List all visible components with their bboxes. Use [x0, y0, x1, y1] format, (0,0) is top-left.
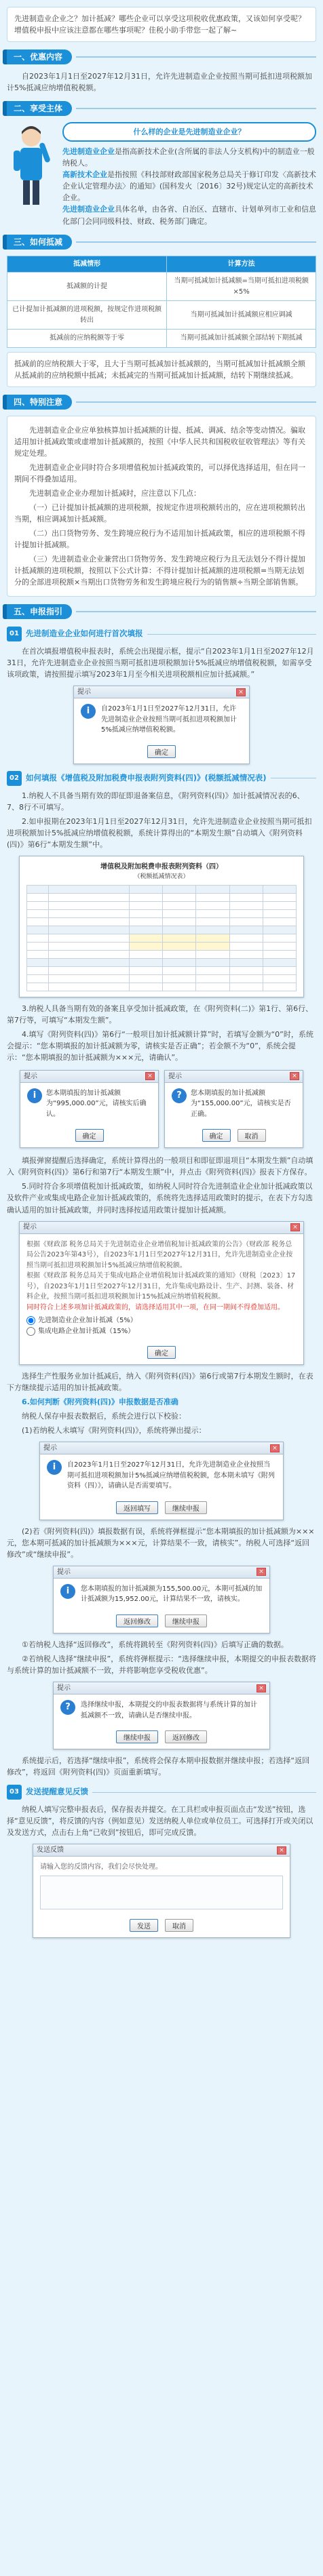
term: 先进制造业企业 [62, 147, 115, 157]
section-5-title: 五、申报指引 [7, 604, 72, 619]
dialog-pair [7, 1066, 316, 1153]
input-cell[interactable] [163, 942, 196, 950]
table-cell: 当期可抵减加计抵减额=当期可抵扣进项税额×5% [167, 273, 316, 301]
feedback-textarea[interactable] [40, 1876, 283, 1909]
note-list-title: 先进制造业企业办理加计抵减时，应注意以下几点： [29, 488, 201, 498]
deduction-table [7, 256, 316, 348]
dialog-title: 提示 [168, 1072, 182, 1080]
section-1-text: 自2023年1月1日至2027年12月31日，允许先进制造业企业按照当期可抵扣进项税额加计5%抵减应纳增值税税额。 [7, 72, 312, 93]
input-cell[interactable] [163, 934, 196, 942]
subsection-number: 01 [7, 627, 22, 641]
definition-1 [62, 146, 316, 169]
dialog-buttons [20, 1125, 158, 1147]
table-cell: 抵减额的计提 [7, 273, 167, 301]
continue-confirm-dialog [53, 1682, 270, 1749]
deduction-rule: 抵减前的应纳税额大于零，且大于当期可抵减加计抵减额的，当期可抵减加计抵减额全额从抵减前的应纳税额中抵减；未抵减完的当期可抵减加计抵减额，结转下期继续抵减。 [7, 352, 316, 387]
section-1-title: 一、优惠内容 [7, 49, 72, 64]
subsection-3-header [7, 1785, 316, 1800]
return-button[interactable]: 返回修改 [116, 1614, 158, 1627]
dialog-title: 提示 [57, 1684, 71, 1692]
dialog-body [54, 1579, 269, 1610]
info-icon: i [27, 1088, 42, 1103]
close-icon[interactable]: × [290, 1072, 299, 1080]
table-cell: 当期可抵减加计抵减额全部结转下期抵减 [167, 330, 316, 348]
section-1-header [7, 49, 316, 65]
form-subtitle: （税额抵减情况表） [134, 873, 189, 880]
info-icon: i [81, 704, 96, 719]
section-4-title: 四、特别注意 [7, 395, 72, 410]
dialog-titlebar [54, 1682, 269, 1695]
dialog-message: 选择继续申报，本期提交的申报表数据将与系统计算的加计抵减额不一致，请确认是否继续申报。 [81, 1701, 257, 1720]
dialog-title: 提示 [24, 1072, 37, 1080]
dialog-message: 自2023年1月1日至2027年12月31日，允许先进制造业企业按照当期可抵扣进项税额加计5%抵减应纳增值税税额，您本期未填写《附列资料（四）》，请确认是否需要填写。 [67, 1461, 275, 1490]
info-icon: i [47, 1460, 62, 1475]
definition-text: 是指按照《科技部财政部国家税务总局关于修订印发〈高新技术企业认定管理办法〉的通知》(国科发火〔2016〕32号)规定认定的高新技术企业。 [62, 170, 316, 203]
step-text: 4.填写《附列资料(四)》第6行“一般项目加计抵减额计算”时，若填写金额为“0”时，系统会提示：“您本期填报的加计抵减额为零，请核实是否正确”；若金额不为“0”，系统会提示：“您本期填报的加计抵减额为×××元，请确认”。 [7, 1029, 314, 1062]
input-cell[interactable] [129, 942, 162, 950]
step-text: 5.同时符合多项增值税加计抵减政策，如纳税人同时符合先进制造业企业加计抵减政策以及软件产业或集成电路企业加计抵减政策的，系统将先选择适用政策时的提示，在表下方勾选确认适用的加计抵减政策，并同时选择按适用政策计提加计抵减额。 [7, 1182, 313, 1214]
section-4-header [7, 394, 316, 410]
definition-3 [62, 203, 316, 226]
dialog-line: 同时符合上述多项加计抵减政策的，请选择适用其中一项，在同一期间不得叠加适用。 [26, 1303, 284, 1311]
option-label: 先进制造业企业加计抵减（5%） [38, 1317, 137, 1325]
term: 高新技术企业 [62, 170, 107, 180]
dialog-buttons [54, 1610, 269, 1633]
divider [147, 634, 317, 635]
policy-options [26, 1315, 297, 1336]
close-icon[interactable]: × [290, 1223, 300, 1231]
input-cell[interactable] [196, 942, 229, 950]
section-3-header [7, 234, 316, 250]
who-block [7, 122, 316, 226]
step-text: 3.纳税人具备当期有效的备案且享受加计抵减政策，在《附列资料(二)》第1行、第6行、第7行等，可填写“本期发生额”。 [7, 1004, 314, 1025]
step-text: 1.纳税人不具备当期有效的即征即退备案信息，《附列资料(四)》加计抵减情况表的6、7、8行不可填写。 [7, 791, 305, 812]
form-grid [26, 885, 297, 991]
subsection-1-text: 在首次填报增值税申报表时，系统会出现提示框，提示“自2023年1月1日至2027年12月31日，允许先进制造业企业按照当期可抵扣进项税额加计5%抵减应纳增值税税额，如需享受该项政策，请按照提示填写2023年1月至今相关进项税额相应加计抵减额。” [7, 647, 314, 679]
policy-radio[interactable] [26, 1316, 35, 1325]
divider [76, 401, 316, 403]
close-icon[interactable]: × [256, 1568, 266, 1576]
step-heading: 6.如何判断《附列资料(四)》申报数据是否准确 [22, 1398, 178, 1407]
table-header: 抵减情形 [7, 256, 167, 273]
check-item: (1)若纳税人未填写《附列资料(四)》，系统将弹出提示： [22, 1426, 206, 1435]
table-row [7, 273, 316, 301]
dialog-titlebar [33, 1844, 290, 1857]
intro-text: 先进制造业企业之？加计抵减？哪些企业可以享受这项税收优惠政策，又该如何享受呢？增值税申报中应该注意都在哪些事项呢？佳税小助手带您一起了解~ [7, 7, 316, 42]
subsection-title: 发送提醒意见反馈 [26, 1787, 88, 1797]
policy-option[interactable] [26, 1315, 297, 1326]
first-filing-dialog [73, 686, 250, 764]
return-button[interactable]: 返回修改 [165, 1730, 207, 1743]
question-icon: ? [172, 1088, 187, 1103]
section-5-header [7, 603, 316, 620]
divider [76, 611, 316, 612]
definition-text: 具体名单，由各省、自治区、直辖市、计划单列市工业和信息化部门会同同级科技、财政、税务部门确定。 [62, 205, 316, 226]
table-row [7, 301, 316, 330]
note-item: （三）先进制造业企业兼营出口货物劳务、发生跨境应税行为且无法划分不得计提加计抵减额的进项税额，按照以下公式计算：不得计提加计抵减额的进项税额=当期无法划分的全部进项税额×当期出口货物劳务和发生跨境应税行为的销售额÷当期全部销售额。 [14, 555, 305, 587]
section-3-title: 三、如何抵减 [7, 235, 72, 250]
table-header: 计算方法 [167, 256, 316, 273]
subsection-2-header [7, 771, 316, 786]
dialog-titlebar [165, 1071, 303, 1083]
info-icon: i [60, 1584, 75, 1599]
dialog-body [54, 1695, 269, 1726]
check-item: ①若纳税人选择“返回修改”，系统将跳转至《附列资料(四)》后填写正确的数据。 [22, 1640, 288, 1649]
dialog-titlebar [40, 1442, 283, 1454]
dialog-body [165, 1083, 303, 1126]
policy-select-dialog [19, 1221, 304, 1366]
note-paragraph: 先进制造业企业同时符合多项增值税加计抵减政策的，可以择优选择适用，但在同一期间不得叠加适用。 [14, 462, 305, 483]
step-text: 填报弹窗提醒后选择确定，系统计算得出的一般项目和即征即退项目“本期发生额”自动填入《附列资料(四)》第6行和第7行“本期发生额”中，并点击《附列资料(四)》报表下方保存。 [7, 1156, 314, 1177]
dialog-title: 发送反馈 [37, 1846, 64, 1855]
subsection-number: 03 [7, 1785, 22, 1800]
dialog-title: 提示 [77, 688, 91, 696]
dialog-body [20, 1234, 303, 1343]
dialog-body [40, 1454, 283, 1497]
confirm-button[interactable]: 确定 [75, 1129, 104, 1142]
note-item: （二）出口货物劳务、发生跨境应税行为不适用加计抵减政策，相应的进项税额不得计提加计抵减额。 [14, 529, 305, 550]
dialog-titlebar [74, 686, 249, 698]
subsection-title: 如何填报《增值税及附加税费申报表附列资料(四)》(税额抵减情况表) [26, 773, 267, 782]
cancel-button[interactable]: 取消 [165, 1919, 193, 1932]
divider [92, 1792, 316, 1793]
subsection-1-header [7, 627, 316, 641]
definition-text: 是指高新技术企业(含所属的非法人分支机构)中的制造业一般纳税人。 [62, 147, 315, 168]
dialog-buttons [165, 1125, 303, 1147]
subsection-title: 先进制造业企业如何进行首次填报 [26, 629, 143, 639]
check-item: ②若纳税人选择“继续申报”，系统将弹框提示：“选择继续申报，本期提交的申报表数据将与系统计算的加计抵减额不一致，并将影响您享受税收优惠”。 [7, 1654, 316, 1676]
close-icon[interactable]: × [145, 1072, 155, 1080]
amount-check-dialog [164, 1070, 303, 1149]
divider [76, 108, 316, 109]
continue-button[interactable]: 继续申报 [116, 1730, 158, 1743]
dialog-body [74, 698, 249, 741]
form-title: 增值税及附加税费申报表附列资料（四） [100, 863, 223, 871]
step-text: 2.如申报期在2023年1月1日至2027年12月31日，允许先进制造业企业按照当期可抵扣进项税额加计5%抵减应纳增值税税额，系统计算得出的“本期发生额”自动填入《附列资料(四)》第6行“本期发生额”中。 [7, 817, 312, 850]
divider [76, 56, 316, 58]
missing-form-dialog [39, 1442, 284, 1520]
form-preview [19, 856, 304, 997]
policy-option[interactable] [26, 1326, 297, 1337]
dialog-titlebar [20, 1071, 158, 1083]
table-cell: 当期可抵减加计抵减额应相应调减 [167, 301, 316, 330]
subsection-3-text: 纳税人填写完整申报表后，保存报表并提交。在工具栏或申报页面点击“发送”按钮，选择“意见反馈”，将反馈的内容（例如意见）发送纳税人单位或单位员工。可选择打开或关闭以及发送方式，点击右上角“已收到”按钮后，即可完成反馈。 [7, 1805, 314, 1838]
dialog-body [33, 1857, 290, 1915]
dialog-body [20, 1083, 158, 1126]
dialog-titlebar [20, 1222, 303, 1234]
step-text: 系统提示后，若选择“继续申报”，系统将会保存本期申报数据并继续申报；若选择“返回修改”，将返回《附列资料(四)》页面重新填写。 [7, 1756, 310, 1777]
confirm-button[interactable]: 确定 [202, 1129, 231, 1142]
dialog-title: 提示 [23, 1223, 37, 1231]
table-cell: 抵减前的应纳税额等于零 [7, 330, 167, 348]
section-2-title: 二、享受主体 [7, 101, 72, 116]
definition-2 [62, 169, 316, 203]
dialog-line: 根据《财政部 税务总局关于先进制造业企业增值税加计抵减政策的公告》（财政部 税务总局公告2023年第43号），自2023年1月1日至2027年12月31日，允许先进制造业企业按照当期可抵扣进项税额加计5%抵减应纳增值税税额。 [26, 1240, 293, 1269]
dialog-buttons [74, 741, 249, 764]
close-icon[interactable]: × [256, 1684, 266, 1692]
option-label: 集成电路企业加计抵减（15%） [38, 1327, 135, 1335]
dialog-message: 您本期填报的加计抵减额为“995,000.00”元，请核实后确认。 [46, 1089, 147, 1118]
table-row [7, 330, 316, 348]
dialog-message: 您本期填报的加计抵减额为“155,000.00”元，请核实是否正确。 [191, 1089, 291, 1118]
section-2-header [7, 100, 316, 117]
dialog-buttons [33, 1915, 290, 1937]
dialog-title: 提示 [43, 1444, 57, 1452]
feedback-dialog [33, 1844, 290, 1938]
form-body [20, 856, 303, 996]
dialog-buttons [54, 1726, 269, 1749]
note-paragraph: 先进制造业企业应单独核算加计抵减额的计提、抵减、调减、结余等变动情况。骗取适用加计抵减政策或虚增加计抵减额的，按照《中华人民共和国税收征收管理法》等有关规定处理。 [14, 425, 305, 458]
term: 先进制造业企业 [62, 205, 115, 214]
table-cell: 已计提加计抵减额的进项税额，按规定作进项税额转出 [7, 301, 167, 330]
dialog-title: 提示 [57, 1568, 71, 1576]
close-icon[interactable]: × [236, 688, 246, 696]
dialog-message: 请输入您的反馈内容，我们会尽快处理。 [40, 1863, 162, 1871]
check-item: (2)若《附列资料(四)》填报数据有误，系统将弹框提示“您本期填报的加计抵减额为×××元，您本期可抵减的加计抵减额为×××元，计算结果不一致，请核实”。纳税人可选择“返回修改”或“继续申报”。 [7, 1526, 315, 1559]
send-button[interactable]: 发送 [130, 1919, 158, 1932]
mismatch-dialog [53, 1566, 270, 1633]
dialog-line: 根据《财政部 税务总局关于集成电路企业增值税加计抵减政策的通知》（财税〔2023〕17号），自2023年1月1日至2027年12月31日，允许集成电路设计、生产、封测、装备、材料企业，按照当期可抵扣进项税额加计15%抵减应纳增值税税额。 [26, 1272, 296, 1301]
policy-radio[interactable] [26, 1327, 35, 1336]
close-icon[interactable]: × [277, 1846, 286, 1855]
dialog-message: 您本期填报的加计抵减额为155,500.00元，本期可抵减的加计抵减额为15,952.00元，计算结果不一致，请核实。 [81, 1585, 263, 1604]
cancel-button[interactable]: 取消 [238, 1129, 266, 1142]
input-cell[interactable] [196, 934, 229, 942]
close-icon[interactable]: × [270, 1444, 280, 1452]
continue-button[interactable]: 继续申报 [165, 1501, 207, 1514]
question-icon: ? [60, 1700, 75, 1715]
confirm-button[interactable]: 确定 [147, 1346, 176, 1359]
question-bubble: 什么样的企业是先进制造业企业？ [62, 122, 316, 142]
amount-confirm-dialog [20, 1070, 159, 1149]
confirm-button[interactable]: 确定 [147, 745, 176, 758]
step-text: 纳税人保存申报表数据后，系统会进行以下校验： [22, 1412, 186, 1421]
person-illustration [7, 122, 56, 210]
note-item: （一）已计提加计抵减额的进项税额，按规定作进项税额转出的，应在进项税额转出当期，相应调减加计抵减额。 [14, 502, 305, 523]
subsection-number: 02 [7, 771, 22, 786]
notes-card [7, 416, 316, 597]
continue-button[interactable]: 继续申报 [165, 1614, 207, 1627]
dialog-titlebar [54, 1566, 269, 1579]
dialog-buttons [40, 1497, 283, 1520]
divider [76, 241, 316, 243]
input-cell[interactable] [129, 934, 162, 942]
step-text: 选择生产性服务业加计抵减后，纳入《附列资料(四)》第6行或第7行本期发生额时，在表下方继续提示适用的加计抵减政策。 [7, 1372, 314, 1393]
dialog-buttons [20, 1342, 303, 1364]
return-button[interactable]: 返回填写 [116, 1501, 158, 1514]
dialog-message: 自2023年1月1日至2027年12月31日，允许先进制造业企业按照当期可抵扣进项税额加计5%抵减应纳增值税税额。 [101, 705, 237, 734]
